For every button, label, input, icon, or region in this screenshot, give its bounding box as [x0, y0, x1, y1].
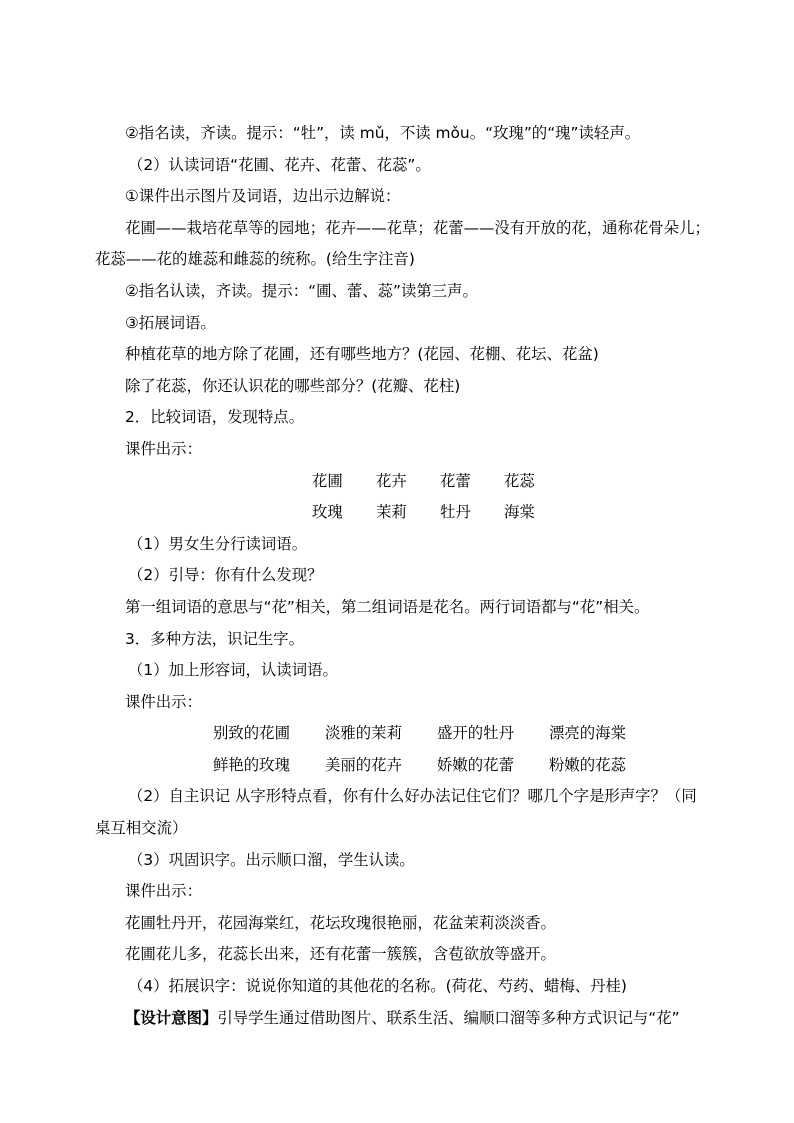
- word-item: 茉莉: [376, 503, 407, 522]
- paragraph-read-by-row: （1）男女生分行读词语。: [128, 534, 308, 553]
- paragraph-question-parts: 除了花蕊，你还认识花的哪些部分？(花瓣、花柱): [125, 376, 461, 395]
- word-item: 娇嫩的花蕾: [437, 755, 514, 774]
- paragraph-consolidate: （3）巩固识字。出示顺口溜，学生认读。: [128, 850, 415, 869]
- paragraph-add-adjectives: （1）加上形容词，认读词语。: [128, 661, 338, 680]
- document-page: [95, 118, 720, 1034]
- paragraph-discovery: 第一组词语的意思与“花”相关，第二组词语是花名。两行词语都与“花”相关。: [125, 597, 650, 616]
- section-heading-memorize: 3．多种方法，识记生字。: [125, 629, 305, 648]
- paragraph-courseware-show: 课件出示：: [125, 439, 202, 458]
- paragraph-guide-question: （2）引导：你有什么发现？: [128, 566, 323, 585]
- word-row-adjective-1: [95, 718, 720, 750]
- paragraph-self-memorize: （2）自主识记 从字形特点看，你有什么好办法记住它们？哪几个字是形声字？（同: [128, 787, 697, 806]
- word-item: 漂亮的海棠: [549, 724, 626, 743]
- word-item: 淡雅的茉莉: [325, 724, 402, 743]
- paragraph-question-places: 种植花草的地方除了花圃，还有哪些地方？(花园、花棚、花坛、花盆): [125, 345, 599, 364]
- word-row-flower-terms: [95, 466, 720, 498]
- paragraph-expand-words: ③拓展词语。: [125, 313, 216, 332]
- word-item: 鲜艳的玫瑰: [213, 755, 290, 774]
- section-heading-compare: 2．比较词语，发现特点。: [125, 408, 305, 427]
- design-intent-text: 引导学生通过借助图片、联系生活、编顺口溜等多种方式识记与“花”: [217, 1008, 680, 1027]
- word-item: 花圃: [312, 471, 343, 490]
- paragraph-courseware-show-3: 课件出示：: [125, 882, 202, 901]
- word-item: 玫瑰: [312, 503, 343, 522]
- word-item: 别致的花圃: [213, 724, 290, 743]
- word-item: 美丽的花卉: [325, 755, 402, 774]
- word-item: 花蕾: [440, 471, 471, 490]
- design-intent-tag: 【设计意图】: [125, 1008, 218, 1027]
- word-item: 海棠: [504, 503, 535, 522]
- paragraph-pronunciation-hint: ②指名读，齐读。提示：“牡”，读 mǔ，不读 mǒu。“玫瑰”的“瑰”读轻声。: [125, 124, 641, 142]
- word-item: 牡丹: [440, 503, 471, 522]
- word-item: 花卉: [376, 471, 407, 490]
- paragraph-rhyme-1: 花圃牡丹开，花园海棠红，花坛玫瑰很艳丽，花盆茉莉淡淡香。: [125, 913, 556, 932]
- paragraph-tone-hint: ②指名认读，齐读。提示：“圃、蕾、蕊”读第三声。: [125, 281, 478, 300]
- paragraph-definitions: 花圃——栽培花草等的园地；花卉——花草；花蕾——没有开放的花，通称花骨朵儿；: [125, 218, 710, 237]
- paragraph-step-2: （2）认读词语“花圃、花卉、花蕾、花蕊”。: [128, 155, 431, 174]
- word-item: 花蕊: [504, 471, 535, 490]
- word-item: 盛开的牡丹: [437, 724, 514, 743]
- paragraph-self-memorize-cont: 桌互相交流）: [95, 819, 188, 838]
- paragraph-definitions-cont: 花蕊——花的雄蕊和雌蕊的统称。(给生字注音): [95, 250, 415, 269]
- word-row-flower-names: [95, 497, 720, 529]
- paragraph-rhyme-2: 花圃花儿多，花蕊长出来，还有花蕾一簇簇，含苞欲放等盛开。: [125, 945, 556, 964]
- word-row-adjective-2: [95, 750, 720, 782]
- paragraph-courseware-intro: ①课件出示图片及词语，边出示边解说：: [125, 187, 401, 206]
- word-item: 粉嫩的花蕊: [549, 755, 626, 774]
- paragraph-courseware-show-2: 课件出示：: [125, 692, 202, 711]
- paragraph-design-intent: [95, 1003, 720, 1035]
- paragraph-expand-flowers: （4）拓展识字：说说你知道的其他花的名称。(荷花、芍药、蜡梅、丹桂): [128, 977, 627, 996]
